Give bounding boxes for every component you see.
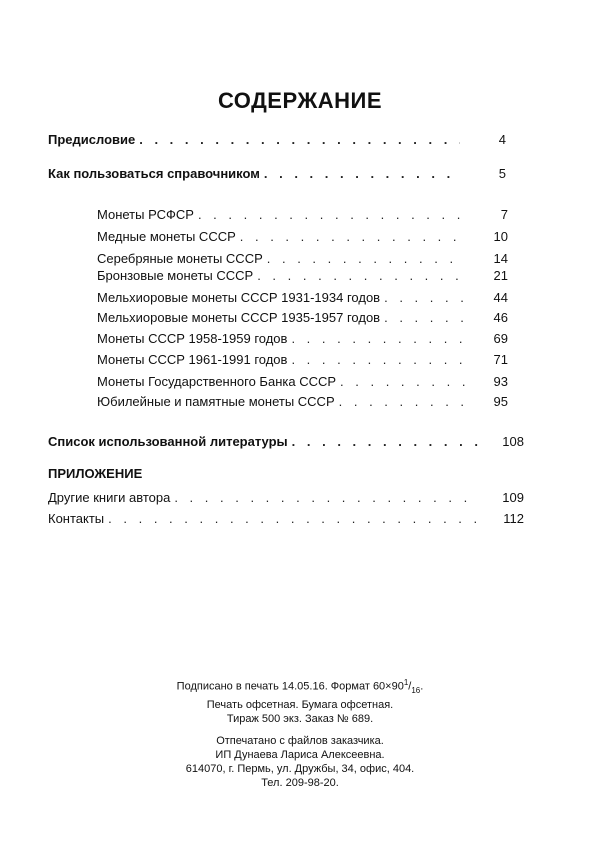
toc-leader-dots — [240, 227, 465, 247]
toc-leader-dots — [291, 329, 465, 349]
toc-entry-literature — [48, 432, 478, 452]
imprint-line: ИП Дунаева Лариса Алексеевна. — [215, 749, 385, 761]
toc-leader-dots — [139, 130, 460, 150]
toc-page-number: 7 — [500, 207, 508, 222]
toc-leader-dots — [384, 288, 465, 308]
imprint-text: Подписано в печать 14.05.16. Формат 60×90 — [176, 680, 404, 693]
imprint-line: Тел. 209-98-20. — [261, 777, 339, 789]
toc-leader-dots — [340, 372, 465, 392]
toc-entry-appendix — [48, 509, 478, 529]
toc-entry-label: Предисловие — [48, 132, 136, 147]
toc-entry-label: Как пользоваться справочником — [48, 166, 260, 181]
toc-leader-dots — [257, 266, 465, 286]
toc-page-number-wrap — [468, 350, 516, 370]
toc-page-number: 93 — [493, 374, 508, 389]
imprint-line: Печать офсетная. Бумага офсетная. — [206, 698, 394, 711]
toc-page-number-wrap — [480, 432, 528, 452]
toc-leader-dots — [108, 509, 478, 529]
toc-entry-appendix — [48, 488, 478, 508]
toc-page-number-wrap — [466, 164, 514, 184]
toc-page-number-wrap — [468, 392, 516, 412]
toc-entry-label: Юбилейные и памятные монеты СССР — [97, 394, 335, 409]
toc-entry-label: Другие книги автора — [48, 490, 171, 505]
toc-leader-dots — [264, 164, 460, 184]
toc-page-number: 44 — [493, 290, 508, 305]
toc-leader-dots — [291, 350, 465, 370]
toc-chapter — [97, 350, 465, 370]
toc-page-number: 112 — [503, 511, 524, 526]
toc-leader-dots — [174, 488, 478, 508]
imprint-line: Отпечатано с файлов заказчика. — [216, 735, 384, 747]
toc-chapter — [97, 266, 465, 286]
appendix-heading: ПРИЛОЖЕНИЕ — [48, 466, 143, 481]
toc-chapter — [97, 392, 465, 412]
toc-page-number-wrap — [466, 130, 514, 150]
toc-page-number-wrap — [468, 266, 516, 286]
page-title: СОДЕРЖАНИЕ — [217, 88, 383, 113]
toc-chapter — [97, 372, 465, 392]
toc-page-number: 5 — [498, 166, 506, 181]
toc-entry-label: Медные монеты СССР — [97, 229, 236, 244]
toc-page-number-wrap — [468, 372, 516, 392]
imprint-slash: / — [408, 680, 412, 693]
toc-chapter — [97, 329, 465, 349]
toc-page-number: 95 — [493, 394, 508, 409]
toc-page-number: 69 — [493, 331, 508, 346]
toc-chapter — [97, 227, 465, 247]
toc-leader-dots — [292, 432, 478, 452]
toc-entry-label: Монеты РСФСР — [97, 207, 194, 222]
toc-entry-howto — [48, 164, 460, 184]
toc-entry-label: Монеты СССР 1958-1959 годов — [97, 331, 288, 346]
toc-leader-dots — [384, 308, 465, 328]
toc-page-number: 10 — [493, 229, 508, 244]
toc-page-number-wrap — [468, 329, 516, 349]
toc-page-number: 46 — [493, 310, 508, 325]
imprint-line: 614070, г. Пермь, ул. Дружбы, 34, офис, 404. — [185, 763, 415, 775]
toc-page-number: 109 — [502, 490, 524, 505]
imprint-line — [0, 676, 600, 698]
toc-page-number-wrap — [468, 205, 516, 225]
toc-entry-label: Контакты — [48, 511, 105, 526]
toc-leader-dots — [198, 205, 465, 225]
toc-chapter — [97, 308, 465, 328]
toc-page-number: 108 — [502, 434, 524, 449]
toc-page-number-wrap — [468, 227, 516, 247]
toc-chapter — [97, 205, 465, 225]
imprint-end: . — [420, 680, 424, 693]
toc-page-number: 21 — [493, 268, 508, 283]
toc-page-number-wrap — [468, 288, 516, 308]
toc-page-number: 4 — [498, 132, 506, 147]
toc-entry-label: Монеты Государственного Банка СССР — [97, 374, 337, 389]
toc-entry-label: Мельхиоровые монеты СССР 1931-1934 годов — [97, 290, 381, 305]
toc-entry-preface — [48, 130, 460, 150]
toc-leader-dots — [339, 392, 465, 412]
toc-chapter — [97, 288, 465, 308]
toc-entry-label: Серебряные монеты СССР — [97, 251, 263, 266]
toc-entry-label: Монеты СССР 1961-1991 годов — [97, 352, 288, 367]
toc-entry-label: Список использованной литературы — [48, 434, 288, 449]
toc-entry-label: Бронзовые монеты СССР — [97, 268, 254, 283]
toc-page-number: 14 — [493, 251, 508, 266]
toc-page-number-wrap — [480, 488, 528, 508]
toc-entry-label: Мельхиоровые монеты СССР 1935-1957 годов — [97, 310, 381, 325]
toc-page-number-wrap — [468, 308, 516, 328]
imprint-block-2 — [0, 734, 600, 790]
toc-page-number: 71 — [493, 352, 508, 367]
toc-page-number-wrap — [480, 509, 528, 529]
imprint-line: Тираж 500 экз. Заказ № 689. — [226, 712, 374, 725]
imprint-block-1 — [0, 676, 600, 726]
imprint-sup: 1 — [403, 678, 409, 687]
imprint-sub: 16 — [411, 685, 421, 695]
